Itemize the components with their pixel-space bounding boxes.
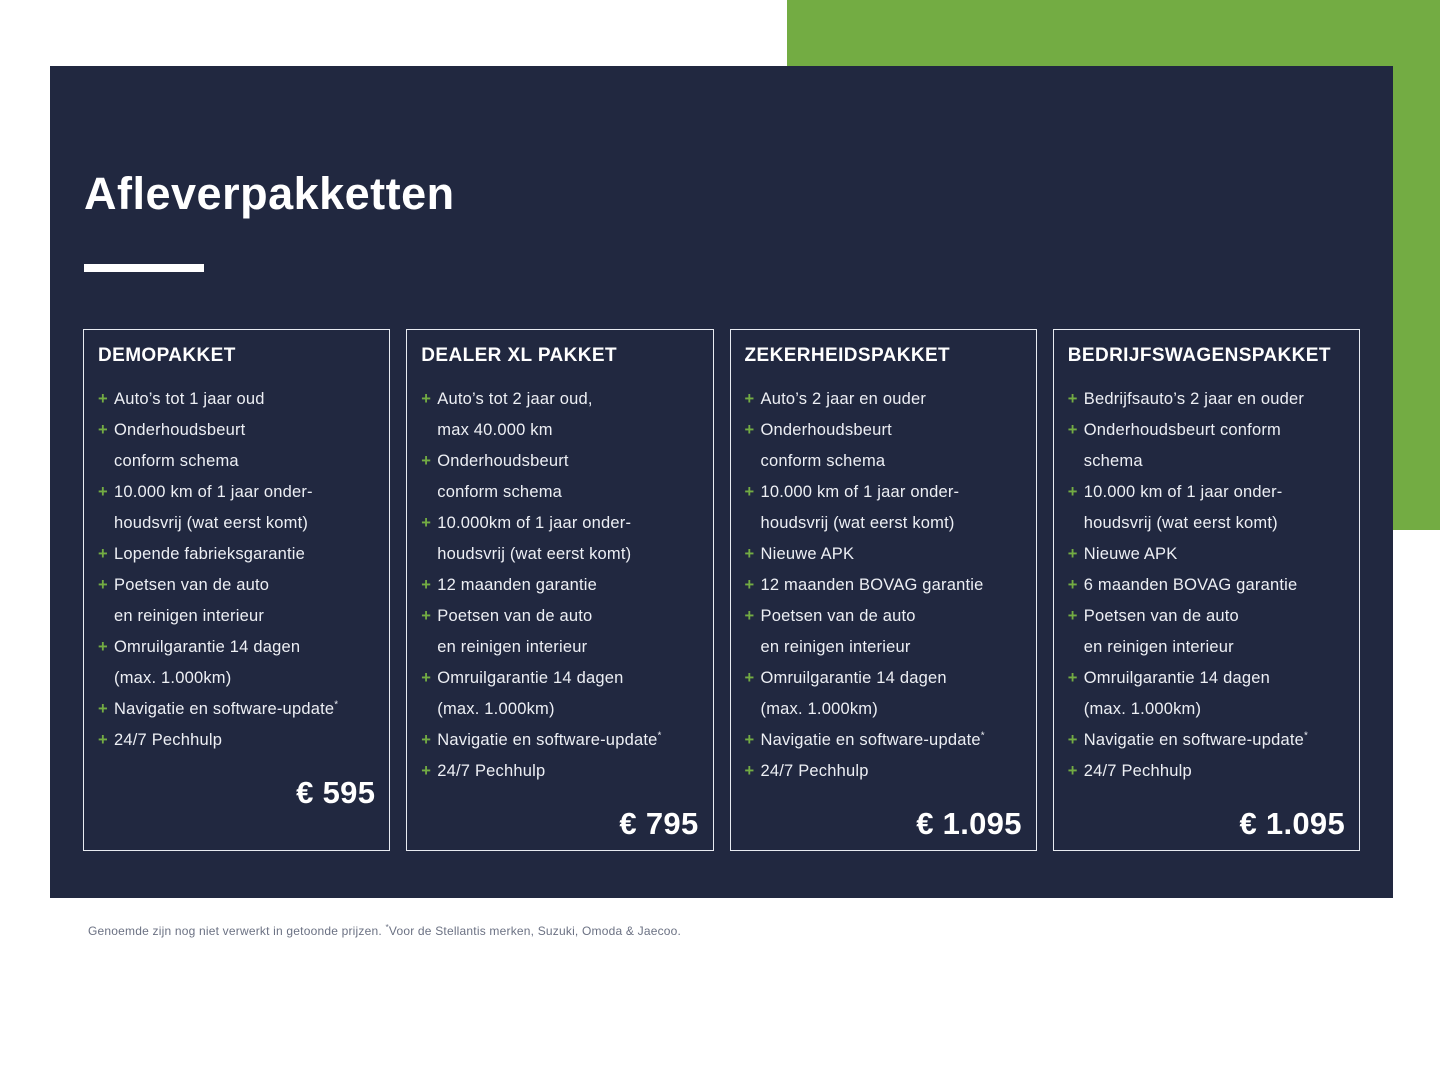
feature-line bbox=[1068, 446, 1345, 477]
feature-text: houdsvrij (wat eerst komt) bbox=[114, 514, 309, 532]
feature-line bbox=[98, 508, 375, 539]
feature-item bbox=[98, 725, 375, 756]
plus-icon: + bbox=[1067, 607, 1078, 625]
feature-text: (max. 1.000km) bbox=[1083, 700, 1202, 718]
plus-icon: + bbox=[744, 483, 755, 501]
feature-text: Omruilgarantie 14 dagen bbox=[760, 669, 947, 687]
feature-text: en reinigen interieur bbox=[760, 638, 911, 656]
feature-item bbox=[745, 477, 1022, 539]
plus-icon: + bbox=[744, 607, 755, 625]
feature-item bbox=[98, 539, 375, 570]
package-title: DEALER XL PAKKET bbox=[421, 345, 617, 366]
feature-line bbox=[745, 570, 1022, 601]
feature-item bbox=[745, 384, 1022, 415]
feature-line bbox=[421, 694, 698, 725]
feature-text: en reinigen interieur bbox=[114, 607, 265, 625]
feature-text: 10.000km of 1 jaar onder- bbox=[437, 514, 632, 532]
feature-line bbox=[745, 694, 1022, 725]
feature-line bbox=[421, 539, 698, 570]
feature-text: 10.000 km of 1 jaar onder- bbox=[114, 483, 313, 501]
plus-icon: + bbox=[744, 731, 755, 749]
feature-text: Navigatie en software-update* bbox=[114, 699, 339, 718]
feature-item bbox=[1068, 570, 1345, 601]
feature-text: Omruilgarantie 14 dagen bbox=[1083, 669, 1270, 687]
feature-text: 24/7 Pechhulp bbox=[760, 762, 869, 780]
plus-icon: + bbox=[1067, 483, 1078, 501]
footnote: Genoemde zijn nog niet verwerkt in getoonde prijzen. *Voor de Stellantis merken, Suzuki, Omoda & Jaecoo. bbox=[88, 922, 682, 938]
plus-icon: + bbox=[1067, 762, 1078, 780]
feature-line bbox=[421, 725, 698, 756]
feature-line bbox=[98, 539, 375, 570]
plus-icon: + bbox=[744, 576, 755, 594]
feature-text: Poetsen van de auto bbox=[1083, 607, 1239, 625]
feature-text: max 40.000 km bbox=[437, 421, 553, 439]
feature-item bbox=[421, 508, 698, 570]
feature-text: Navigatie en software-update* bbox=[437, 730, 662, 749]
feature-text: (max. 1.000km) bbox=[437, 700, 555, 718]
feature-item bbox=[421, 756, 698, 787]
plus-icon: + bbox=[421, 514, 432, 532]
plus-icon: + bbox=[98, 421, 108, 439]
feature-line bbox=[1068, 477, 1345, 508]
package-card bbox=[83, 329, 390, 851]
feature-text: schema bbox=[1083, 452, 1143, 470]
feature-text: Poetsen van de auto bbox=[114, 576, 270, 594]
feature-line bbox=[1068, 601, 1345, 632]
feature-text: Nieuwe APK bbox=[1083, 545, 1178, 563]
package-title: BEDRIJFSWAGENSPAKKET bbox=[1067, 345, 1331, 366]
feature-text: Onderhoudsbeurt conform bbox=[1083, 421, 1281, 439]
feature-item bbox=[1068, 663, 1345, 725]
feature-text: en reinigen interieur bbox=[1083, 638, 1234, 656]
feature-item bbox=[421, 446, 698, 508]
package-title: ZEKERHEIDSPAKKET bbox=[744, 345, 951, 366]
feature-item bbox=[98, 694, 375, 725]
feature-item bbox=[98, 477, 375, 539]
plus-icon: + bbox=[421, 452, 432, 470]
feature-text: Onderhoudsbeurt bbox=[114, 421, 246, 439]
feature-line bbox=[1068, 756, 1345, 787]
feature-text: Omruilgarantie 14 dagen bbox=[437, 669, 624, 687]
feature-line bbox=[745, 663, 1022, 694]
feature-line bbox=[421, 384, 698, 415]
feature-text: 10.000 km of 1 jaar onder- bbox=[1083, 483, 1283, 501]
feature-text: (max. 1.000km) bbox=[760, 700, 878, 718]
feature-line bbox=[98, 446, 375, 477]
feature-text: houdsvrij (wat eerst komt) bbox=[1083, 514, 1278, 532]
plus-icon: + bbox=[421, 576, 432, 594]
feature-line bbox=[745, 539, 1022, 570]
feature-text: 24/7 Pechhulp bbox=[437, 762, 546, 780]
feature-line bbox=[745, 446, 1022, 477]
feature-text: Auto’s tot 2 jaar oud, bbox=[437, 390, 593, 408]
feature-text: conform schema bbox=[760, 452, 886, 470]
package-title: DEMOPAKKET bbox=[98, 345, 236, 366]
feature-line bbox=[745, 508, 1022, 539]
feature-item bbox=[745, 570, 1022, 601]
feature-line bbox=[98, 725, 375, 756]
feature-text: Poetsen van de auto bbox=[437, 607, 593, 625]
page-title: Afleverpakketten bbox=[84, 168, 455, 219]
feature-line bbox=[421, 446, 698, 477]
plus-icon: + bbox=[98, 545, 108, 563]
feature-text: Bedrijfsauto’s 2 jaar en ouder bbox=[1083, 390, 1305, 408]
feature-line bbox=[421, 477, 698, 508]
package-feature-list bbox=[745, 384, 1022, 787]
feature-text: houdsvrij (wat eerst komt) bbox=[760, 514, 955, 532]
feature-item bbox=[745, 601, 1022, 663]
plus-icon: + bbox=[98, 390, 108, 408]
feature-line bbox=[1068, 663, 1345, 694]
feature-line bbox=[1068, 570, 1345, 601]
package-price: € 1.095 bbox=[1239, 806, 1345, 841]
feature-item bbox=[1068, 477, 1345, 539]
feature-item bbox=[1068, 539, 1345, 570]
feature-line bbox=[745, 477, 1022, 508]
feature-item bbox=[421, 663, 698, 725]
feature-item bbox=[421, 384, 698, 446]
feature-text: Poetsen van de auto bbox=[760, 607, 916, 625]
plus-icon: + bbox=[744, 421, 755, 439]
feature-line bbox=[745, 632, 1022, 663]
package-card bbox=[1053, 329, 1360, 851]
plus-icon: + bbox=[98, 700, 108, 718]
feature-text: conform schema bbox=[437, 483, 563, 501]
feature-text: Nieuwe APK bbox=[760, 545, 855, 563]
feature-text: Navigatie en software-update* bbox=[760, 730, 985, 749]
feature-line bbox=[1068, 539, 1345, 570]
feature-line bbox=[1068, 415, 1345, 446]
feature-item bbox=[421, 570, 698, 601]
plus-icon: + bbox=[1067, 669, 1078, 687]
feature-line bbox=[1068, 632, 1345, 663]
package-price: € 595 bbox=[296, 775, 376, 810]
feature-line bbox=[421, 601, 698, 632]
plus-icon: + bbox=[744, 762, 755, 780]
feature-item bbox=[421, 601, 698, 663]
feature-line bbox=[421, 508, 698, 539]
feature-item bbox=[1068, 756, 1345, 787]
feature-line bbox=[98, 694, 375, 725]
feature-line bbox=[98, 663, 375, 694]
feature-text: 12 maanden garantie bbox=[437, 576, 598, 594]
package-card bbox=[406, 329, 713, 851]
feature-item bbox=[98, 632, 375, 694]
plus-icon: + bbox=[421, 731, 432, 749]
feature-text: Omruilgarantie 14 dagen bbox=[114, 638, 301, 656]
plus-icon: + bbox=[421, 762, 432, 780]
feature-line bbox=[1068, 508, 1345, 539]
feature-line bbox=[98, 384, 375, 415]
feature-item bbox=[745, 756, 1022, 787]
feature-line bbox=[98, 570, 375, 601]
feature-line bbox=[745, 601, 1022, 632]
feature-item bbox=[745, 725, 1022, 756]
plus-icon: + bbox=[1067, 390, 1078, 408]
feature-item bbox=[745, 415, 1022, 477]
feature-text: Auto’s tot 1 jaar oud bbox=[114, 390, 265, 408]
feature-item bbox=[1068, 725, 1345, 756]
feature-line bbox=[1068, 694, 1345, 725]
package-card bbox=[730, 329, 1037, 851]
plus-icon: + bbox=[1067, 545, 1078, 563]
feature-item bbox=[98, 415, 375, 477]
feature-line bbox=[98, 415, 375, 446]
feature-line bbox=[745, 756, 1022, 787]
feature-line bbox=[98, 632, 375, 663]
feature-item bbox=[421, 725, 698, 756]
feature-text: 24/7 Pechhulp bbox=[114, 731, 223, 749]
feature-item bbox=[1068, 601, 1345, 663]
feature-line bbox=[421, 663, 698, 694]
plus-icon: + bbox=[98, 483, 108, 501]
plus-icon: + bbox=[1067, 576, 1078, 594]
plus-icon: + bbox=[1067, 731, 1078, 749]
feature-text: 12 maanden BOVAG garantie bbox=[760, 576, 984, 594]
feature-line bbox=[745, 415, 1022, 446]
feature-line bbox=[98, 477, 375, 508]
plus-icon: + bbox=[421, 390, 432, 408]
feature-item bbox=[98, 570, 375, 632]
package-feature-list bbox=[1068, 384, 1345, 787]
plus-icon: + bbox=[421, 669, 432, 687]
plus-icon: + bbox=[744, 545, 755, 563]
feature-text: 24/7 Pechhulp bbox=[1083, 762, 1192, 780]
feature-item bbox=[1068, 384, 1345, 415]
content-panel bbox=[50, 66, 1393, 898]
feature-line bbox=[1068, 384, 1345, 415]
plus-icon: + bbox=[1067, 421, 1078, 439]
feature-line bbox=[1068, 725, 1345, 756]
plus-icon: + bbox=[98, 731, 108, 749]
feature-line bbox=[421, 756, 698, 787]
feature-text: Auto’s 2 jaar en ouder bbox=[760, 390, 927, 408]
feature-text: Onderhoudsbeurt bbox=[437, 452, 569, 470]
package-feature-list bbox=[98, 384, 375, 756]
plus-icon: + bbox=[98, 638, 108, 656]
feature-text: (max. 1.000km) bbox=[114, 669, 232, 687]
feature-text: Navigatie en software-update* bbox=[1083, 730, 1309, 749]
plus-icon: + bbox=[744, 390, 755, 408]
feature-text: conform schema bbox=[114, 452, 239, 470]
feature-item bbox=[745, 663, 1022, 725]
feature-item bbox=[1068, 415, 1345, 477]
feature-line bbox=[421, 632, 698, 663]
package-feature-list bbox=[421, 384, 698, 787]
package-price: € 1.095 bbox=[916, 806, 1022, 841]
feature-line bbox=[98, 601, 375, 632]
package-price: € 795 bbox=[619, 806, 699, 841]
feature-line bbox=[745, 384, 1022, 415]
feature-item bbox=[98, 384, 375, 415]
feature-text: Onderhoudsbeurt bbox=[760, 421, 892, 439]
plus-icon: + bbox=[744, 669, 755, 687]
feature-item bbox=[745, 539, 1022, 570]
feature-text: Lopende fabrieksgarantie bbox=[114, 545, 306, 563]
feature-text: 10.000 km of 1 jaar onder- bbox=[760, 483, 960, 501]
plus-icon: + bbox=[421, 607, 432, 625]
feature-line bbox=[421, 415, 698, 446]
feature-text: houdsvrij (wat eerst komt) bbox=[437, 545, 632, 563]
feature-line bbox=[421, 570, 698, 601]
title-underline bbox=[84, 264, 204, 272]
packages-row bbox=[83, 329, 1360, 851]
feature-text: en reinigen interieur bbox=[437, 638, 588, 656]
feature-line bbox=[745, 725, 1022, 756]
feature-text: 6 maanden BOVAG garantie bbox=[1083, 576, 1298, 594]
plus-icon: + bbox=[98, 576, 108, 594]
